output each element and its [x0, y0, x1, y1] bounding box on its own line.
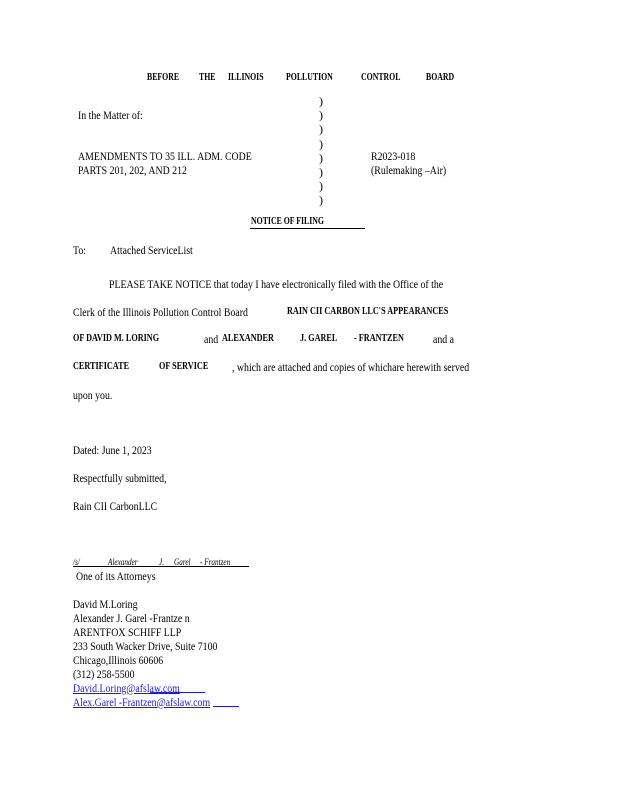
body-line-4-certificate: CERTIFICATE — [73, 361, 130, 372]
body-line-3-of-david: OF DAVID M. LORING — [73, 333, 160, 344]
party-name: Rain CII CarbonLLC — [73, 499, 158, 513]
notice-title-underline — [250, 228, 365, 229]
body-line-3-garel: J. GAREL — [300, 333, 338, 344]
signature-name-a: Alexander — [108, 557, 138, 567]
counsel-address-2: Chicago,Illinois 60606 — [73, 653, 164, 667]
counsel-name-1: David M.Loring — [73, 597, 138, 611]
signature-s-mark: /s/ — [73, 557, 80, 567]
email-2-underline-tail — [213, 706, 239, 707]
signature-name-d: - Frantzen — [200, 557, 231, 567]
caption-parens: ) ) ) ) ) ) ) ) — [319, 94, 323, 208]
body-line-5: upon you. — [73, 388, 113, 402]
board-word-illinois: ILLINOIS — [228, 72, 264, 83]
docket-number: R2023-018 — [371, 149, 416, 163]
counsel-name-2: Alexander J. Garel -Frantze n — [73, 611, 190, 625]
case-title-line2: PARTS 201, 202, AND 212 — [78, 163, 187, 177]
docket-type: (Rulemaking –Air) — [371, 163, 447, 177]
counsel-email-1[interactable]: David.Loring@afslaw.com — [73, 681, 180, 695]
counsel-phone: (312) 258-5500 — [73, 667, 135, 681]
in-the-matter: In the Matter of: — [78, 108, 143, 122]
board-word-pollution: POLLUTION — [286, 72, 333, 83]
body-line-3-alexander: ALEXANDER — [222, 333, 274, 344]
to-value: Attached ServiceList — [110, 243, 193, 257]
respectfully-submitted: Respectfully submitted, — [73, 471, 167, 485]
signature-name-c: Garel — [174, 557, 191, 567]
counsel-address-1: 233 South Wacker Drive, Suite 7100 — [73, 639, 218, 653]
board-word-before: BEFORE — [147, 72, 180, 83]
body-line-3-frantzen: - FRANTZEN — [354, 333, 404, 344]
board-word-board: BOARD — [426, 72, 455, 83]
board-word-control: CONTROL — [361, 72, 401, 83]
signature-role: One of its Attorneys — [76, 569, 156, 583]
counsel-firm: ARENTFOX SCHIFF LLP — [73, 625, 182, 639]
signature-underline — [73, 566, 249, 567]
body-line-1: PLEASE TAKE NOTICE that today I have electronically filed with the Office of the — [109, 277, 444, 291]
signature-name-b: J. — [159, 557, 164, 567]
email-1-underline-tail — [150, 692, 205, 693]
body-line-3-and-a: and a — [433, 332, 455, 346]
body-line-4-of-service: OF SERVICE — [159, 361, 209, 372]
counsel-email-2[interactable]: Alex.Garel -Frantzen@afslaw.com — [73, 695, 211, 709]
body-line-2: Clerk of the Illinois Pollution Control Board — [73, 305, 248, 319]
to-label: To: — [73, 243, 86, 257]
body-line-4-rest: , which are attached and copies of whichare herewith served — [232, 360, 470, 374]
case-title-line1: AMENDMENTS TO 35 ILL. ADM. CODE — [78, 149, 252, 163]
dated: Dated: June 1, 2023 — [73, 443, 152, 457]
board-word-the: THE — [199, 72, 216, 83]
notice-title: NOTICE OF FILING — [251, 216, 324, 227]
body-line-3-and: and — [204, 332, 219, 346]
body-line-2-bold: RAIN CII CARBON LLC'S APPEARANCES — [287, 306, 449, 317]
